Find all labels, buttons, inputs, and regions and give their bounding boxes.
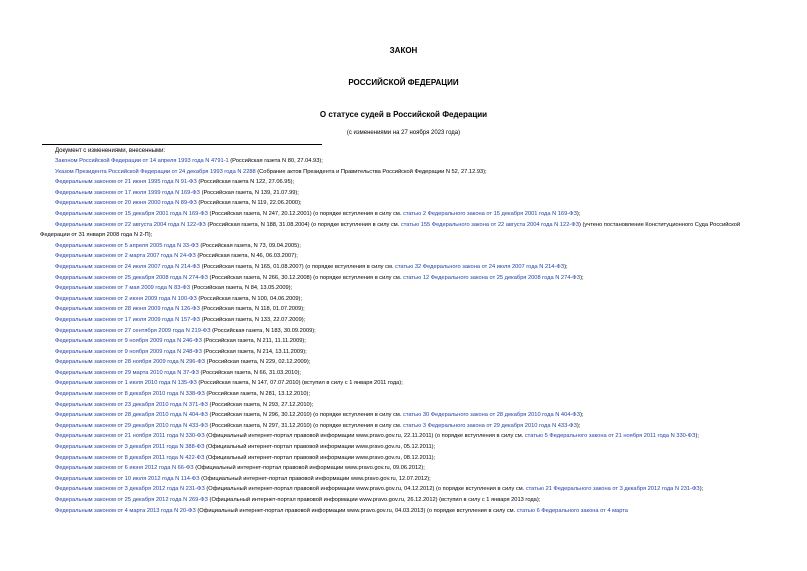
amendment-item [40, 315, 768, 326]
amendment-item [40, 400, 768, 411]
amendment-details: (Российская газета, N 297, 31.12.2010) (о порядке вступления в силу см. [207, 422, 403, 429]
amendment-item [40, 294, 768, 305]
amendment-details: (Российская газета, N 119, 22.06.2000); [196, 200, 302, 207]
effective-date-link[interactable]: статью 3 Федерального закона от 29 декабря 2010 года N 433-ФЗ [402, 422, 577, 429]
amendment-item [40, 484, 768, 495]
amendment-item [40, 431, 768, 442]
amendment-link[interactable]: Федеральным законом от 21 ноября 2011 года N 330-ФЗ [55, 433, 205, 440]
amendment-details: (Российская газета, N 293, 27.12.2010); [207, 401, 314, 408]
amendment-details: (Российская газета, N 133, 22.07.2009); [200, 316, 306, 323]
amendment-details: (Российская газета, N 165, 01.08.2007) (о порядке вступления в силу см. [200, 263, 396, 270]
amendment-details: (Российская газета, N 84, 13.05.2009); [190, 285, 293, 292]
amendment-item [40, 273, 768, 284]
amendment-details: (Официальный интернет-портал правовой информации www.pravo.gov.ru, 05.12.2011); [204, 444, 436, 451]
amendment-link[interactable]: Указом Президента Российской Федерации от 24 декабря 1993 года N 2288 [55, 168, 256, 175]
amendment-details: (Российская газета, N 46, 06.03.2007); [195, 253, 298, 260]
edition-note: (с изменениями на 27 ноября 2023 года) [346, 130, 461, 136]
amendment-item [40, 389, 768, 400]
amendment-item [40, 378, 768, 389]
amendment-details: (Российская газета, N 188, 31.08.2004) (о порядке вступления в силу см. [205, 221, 401, 228]
amendment-item [40, 304, 768, 315]
amendment-details: (Российская газета N 122, 27.06.95); [196, 179, 295, 186]
amendment-link[interactable]: Федеральным законом от 29 марта 2010 года N 37-ФЗ [55, 369, 199, 376]
amendment-tail: ); [576, 422, 581, 429]
amendment-link[interactable]: Федеральным законом от 24 июля 2007 года N 214-ФЗ [55, 263, 200, 270]
amendment-link[interactable]: Федеральным законом от 9 ноября 2009 года N 248-ФЗ [55, 348, 202, 355]
amendment-item [40, 421, 768, 432]
amendment-details: (Российская газета N 80, 27.04.93); [228, 158, 323, 164]
doc-title-line1: ЗАКОН [389, 46, 418, 55]
amendment-details: (Официальный интернет-портал правовой информации www.pravo.gov.ru, 04.12.2012) (о порядке вступления в силу см. [204, 486, 526, 493]
amendment-link[interactable]: Федеральным законом от 17 июля 1999 года N 169-ФЗ [55, 189, 200, 196]
amendment-link[interactable]: Федеральным законом от 3 декабря 2012 года N 231-ФЗ [55, 486, 205, 493]
amendment-item [40, 209, 768, 220]
amendment-link[interactable]: Федеральным законом от 2 марта 2007 года N 24-ФЗ [55, 253, 196, 260]
amendment-link[interactable]: Федеральным законом от 2 июня 2009 года N 100-ФЗ [55, 295, 197, 302]
amendment-link[interactable]: Законом Российской Федерации от 14 апреля 1993 года N 4791-1 [55, 158, 229, 164]
amendment-link[interactable]: Федеральным законом от 15 декабря 2001 года N 169-ФЗ [55, 210, 208, 217]
amendment-item [40, 495, 768, 506]
amendment-tail: ) (учтено постановление Конституционного Суда Российской Федерации от 31 января 2008 года N 2-П); [40, 221, 741, 239]
amendment-details: (Российская газета, N 100, 04.06.2009); [196, 295, 302, 302]
amendment-link[interactable]: Федеральным законом от 21 июня 1995 года N 91-ФЗ [55, 179, 197, 186]
doc-title-line2: РОССИЙСКОЙ ФЕДЕРАЦИИ [348, 78, 459, 87]
amendment-item [40, 251, 768, 262]
amendment-link[interactable]: Федеральным законом от 23 декабря 2010 года N 371-ФЗ [55, 401, 208, 408]
amendment-details: (Российская газета, N 66, 31.03.2010); [198, 369, 301, 376]
amendment-link[interactable]: Федеральным законом от 27 сентября 2009 года N 219-ФЗ [55, 327, 211, 334]
amendment-details: (Российская газета, N 183, 30.09.2009); [210, 327, 316, 334]
amendment-item [40, 463, 768, 474]
amendment-link[interactable]: Федеральным законом от 20 июня 2000 года N 89-ФЗ [55, 200, 197, 207]
amendment-link[interactable]: Федеральным законом от 5 апреля 2005 года N 33-ФЗ [55, 242, 199, 249]
amendment-item [40, 177, 768, 188]
amendment-item [40, 262, 768, 273]
amendment-item [40, 336, 768, 347]
amendment-item [40, 241, 768, 252]
amendment-item [40, 506, 768, 517]
amendment-details: (Российская газета, N 214, 13.11.2009); [201, 348, 307, 355]
effective-date-link[interactable]: статью 21 Федерального закона от 3 декабря 2012 года N 231-ФЗ [525, 486, 700, 493]
amendment-details: (Российская газета, N 118, 01.07.2009); [199, 306, 305, 313]
amendment-link[interactable]: Федеральным законом от 3 декабря 2011 года N 388-ФЗ [55, 444, 205, 451]
amendment-link[interactable]: Федеральным законом от 1 июля 2010 года N 135-ФЗ [55, 380, 197, 387]
amendment-link[interactable]: Федеральным законом от 4 марта 2013 года N 20-ФЗ [55, 507, 196, 514]
amendment-item [40, 188, 768, 199]
amendment-item [40, 453, 768, 464]
effective-date-link[interactable]: статью 32 Федерального закона от 24 июля 2007 года N 214-ФЗ [395, 263, 565, 270]
amendments-list [40, 156, 768, 516]
amendment-tail: ); [695, 433, 699, 440]
amendment-item [40, 198, 768, 209]
amendment-details: (Официальный интернет-портал правовой информации www.pravo.gov.ru, 22.11.2011) (о порядке вступления в силу см. [204, 433, 525, 440]
amendment-item [40, 357, 768, 368]
amendment-link[interactable]: Федеральным законом от 9 ноября 2009 года N 246-ФЗ [55, 338, 202, 345]
amendment-item [40, 410, 768, 421]
amendment-details: (Российская газета, N 247, 20.12.2001) (о порядке вступления в силу см. [207, 210, 403, 217]
amendment-link[interactable]: Федеральным законом от 28 июня 2009 года N 126-ФЗ [55, 306, 200, 313]
amendment-details: (Российская газета, N 229, 02.12.2009); [205, 359, 311, 366]
effective-date-link[interactable]: статью 155 Федерального закона от 22 августа 2004 года N 122-ФЗ [400, 221, 580, 228]
amendment-tail: ); [576, 210, 581, 217]
amendment-tail: ); [580, 274, 584, 281]
amendment-details: (Российская газета, N 266, 30.12.2008) (о порядке вступления в силу см. [207, 274, 403, 281]
amendment-item [40, 283, 768, 294]
amendment-item [40, 347, 768, 358]
amendment-link[interactable]: Федеральным законом от 22 августа 2004 года N 122-ФЗ [55, 221, 206, 228]
amendment-details: (Российская газета, N 73, 09.04.2005); [198, 242, 301, 249]
amendment-link[interactable]: Федеральным законом от 6 июня 2012 года N 66-ФЗ [55, 465, 194, 472]
amendment-link[interactable]: Федеральным законом от 7 мая 2009 года N 83-ФЗ [55, 285, 191, 292]
amendment-details: (Российская газета, N 296, 30.12.2010) (о порядке вступления в силу см. [207, 412, 403, 419]
amendment-link[interactable]: Федеральным законом от 28 декабря 2010 года N 404-ФЗ [55, 412, 208, 419]
amendment-item [40, 167, 768, 178]
amendment-link[interactable]: Федеральным законом от 25 декабря 2008 года N 274-ФЗ [55, 274, 208, 281]
amendment-tail: ); [564, 263, 568, 270]
effective-date-link[interactable]: статью 30 Федерального закона от 28 декабря 2010 года N 404-ФЗ [402, 412, 581, 419]
amendment-details: (Российская газета, N 211, 11.11.2009); [201, 338, 306, 345]
amendment-link[interactable]: Федеральным законом от 10 июля 2012 года N 114-ФЗ [55, 475, 200, 482]
amendment-tail: ); [699, 486, 704, 493]
amendment-details: (Официальный интернет-портал правовой информации www.pravo.gov.ru, 26.12.2012) (вступил в силу с 1 января 2013 года); [207, 497, 541, 503]
amendment-details: (Официальный интернет-портал правовой информации www.pravo.gov.ru, 08.12.2011); [204, 454, 436, 461]
effective-date-link[interactable]: статью 6 Федерального закона от 4 марта [516, 507, 628, 514]
amendments-intro: Документ с изменениями, внесенными: [55, 148, 166, 154]
amendment-link[interactable]: Федеральным законом от 8 декабря 2011 года N 422-ФЗ [55, 454, 205, 461]
amendment-details: (Российская газета, N 147, 07.07.2010) (вступил в силу с 1 января 2011 года); [196, 380, 403, 387]
amendment-item [40, 156, 768, 167]
amendment-tail: ); [580, 412, 584, 419]
amendment-link[interactable]: Федеральным законом от 25 декабря 2012 года N 269-ФЗ [55, 497, 208, 503]
amendment-link[interactable]: Федеральным законом от 28 ноября 2009 года N 296-ФЗ [55, 359, 206, 366]
amendment-link[interactable]: Федеральным законом от 29 декабря 2010 года N 433-ФЗ [55, 422, 208, 429]
amendment-item [40, 442, 768, 453]
amendment-item [40, 220, 768, 241]
amendment-details: (Официальный интернет-портал правовой информации www.pravo.gov.ru, 09.06.2012); [193, 465, 425, 472]
amendment-details: (Официальный интернет-портал правовой информации www.pravo.gov.ru, 04.03.2013) (о порядке вступления в силу см. [195, 507, 517, 514]
doc-title: О статусе судей в Российской Федерации [319, 110, 488, 119]
amendment-details: (Официальный интернет-портал правовой информации www.pravo.gov.ru, 12.07.2012); [199, 475, 431, 482]
divider [42, 144, 322, 145]
amendment-details: (Собрание актов Президента и Правительства Российской Федерации N 52, 27.12.93); [255, 168, 487, 175]
amendment-details: (Российская газета, N 281, 13.12.2010); [204, 391, 311, 398]
amendment-details: (Российская газета, N 139, 21.07.99); [200, 189, 299, 196]
amendment-link[interactable]: Федеральным законом от 17 июля 2009 года N 157-ФЗ [55, 316, 200, 323]
effective-date-link[interactable]: статью 2 Федерального закона от 15 декабря 2001 года N 169-ФЗ [402, 210, 577, 217]
amendment-item [40, 326, 768, 337]
effective-date-link[interactable]: статью 5 Федерального закона от 21 ноября 2011 года N 330-ФЗ [524, 433, 696, 440]
effective-date-link[interactable]: статью 12 Федерального закона от 25 декабря 2008 года N 274-ФЗ [402, 274, 581, 281]
amendment-item [40, 474, 768, 485]
amendment-link[interactable]: Федеральным законом от 8 декабря 2010 года N 338-ФЗ [55, 391, 205, 398]
amendment-item [40, 368, 768, 379]
